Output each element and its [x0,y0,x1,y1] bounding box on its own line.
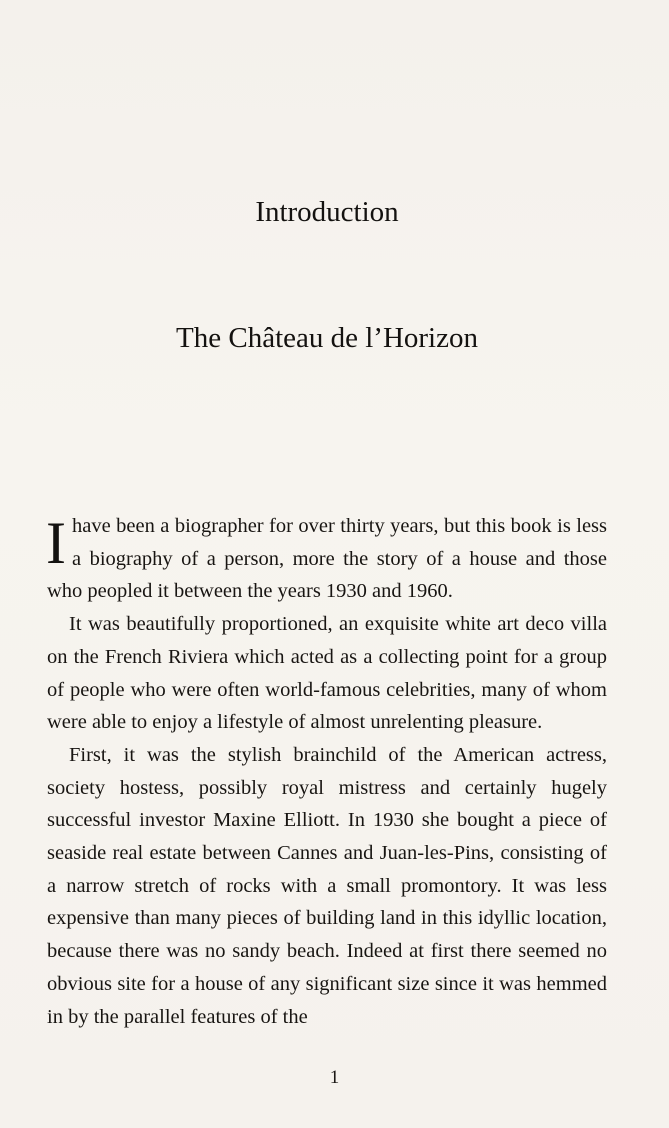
paragraph-1-text: have been a biographer for over thirty years, but this book is less a biography of a person, more the story of a house and those who peopled it between the years 1930 and 1960. [47,515,607,603]
chapter-title: The Château de l’Horizon [176,322,478,354]
show-through-text [40,36,629,505]
paragraph-1 [47,510,607,608]
body-text [47,510,607,1033]
paragraph-3: First, it was the stylish brainchild of the American actress, society hostess, possibly royal mistress and certainly hugely successful investor Maxine Elliott. In 1930 she bought a piece of seaside real estate between Cannes and Juan-les-Pins, consisting of a narrow stretch of rocks with a small promontory. It was less expensive than many pieces of building land in this idyllic location, because there was no sandy beach. Indeed at first there seemed no obvious site for a house of any significant size since it was hemmed in by the parallel features of the [47,743,607,1028]
section-heading: Introduction [255,196,399,228]
paragraph-2: It was beautifully proportioned, an exquisite white art deco villa on the French Riviera which acted as a collecting point for a group of people who were often world-famous celebrities, many of whom were able to enjoy a lifestyle of almost unrelenting pleasure. [47,613,607,734]
drop-cap: I [46,510,66,576]
page-number: 1 [329,1067,340,1088]
